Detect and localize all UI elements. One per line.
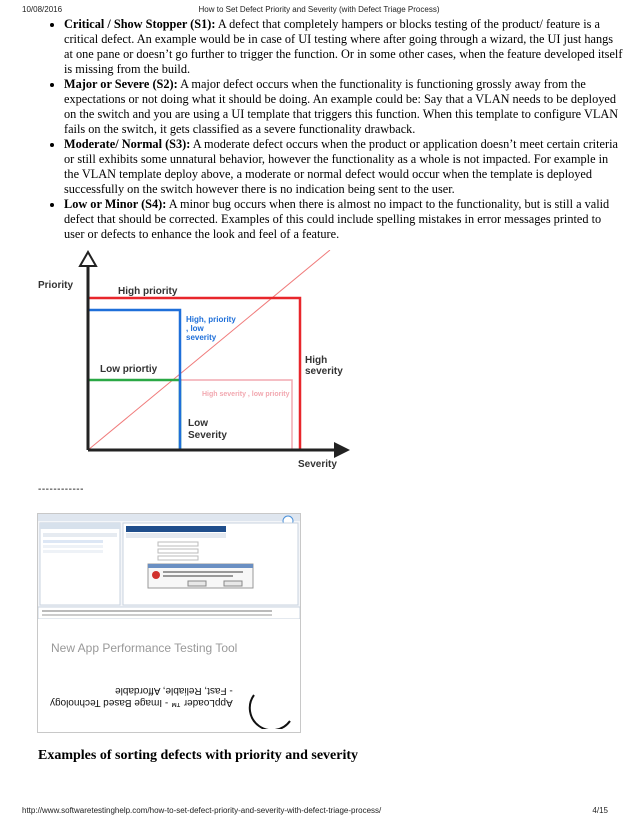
header-date: 10/08/2016 bbox=[22, 5, 63, 14]
list-item-moderate bbox=[64, 137, 624, 197]
low-priority-box bbox=[88, 380, 180, 450]
ad-flipped-text bbox=[50, 684, 233, 708]
x-axis-label: Severity bbox=[298, 459, 337, 470]
item-label: Low or Minor (S4): bbox=[64, 197, 167, 211]
item-text: A major defect occurs when the functionality is functioning grossly away from the expectations or not doing what it should be doing. An example could be: Say that a VLAN needs to be deployed on the switch and you are using a UI template that triggers this function. When this template to configure VLAN fails on the switch, it gets classified as a severe functionality drawback. bbox=[64, 77, 619, 136]
hp-ls-label-3: severity bbox=[186, 333, 217, 342]
footer-url[interactable]: http://www.softwaretestinghelp.com/how-to-set-defect-priority-and-severity-with-defect-triage-process/ bbox=[22, 806, 382, 815]
advertisement[interactable] bbox=[37, 513, 301, 733]
item-text: A defect that completely hampers or blocks testing of the product/ feature is a critical defect. An example would be in case of UI testing where after going through a wizard, the UI just hangs at one pane or doesn’t go further to trigger the function. Or in some other cases, when the feature developed itself is missing from the build. bbox=[64, 17, 623, 76]
hp-ls-label-1: High, priority bbox=[186, 315, 236, 324]
low-priority-label: Low priortiy bbox=[100, 364, 158, 375]
y-axis-arrow bbox=[80, 252, 96, 266]
diagonal-line bbox=[88, 250, 330, 450]
app-screenshot-image bbox=[38, 514, 300, 619]
severity-list bbox=[38, 17, 624, 242]
x-axis-arrow bbox=[334, 442, 350, 458]
high-severity-label-2: severity bbox=[305, 366, 343, 377]
section-heading: Examples of sorting defects with priority and severity bbox=[38, 748, 359, 763]
list-item-critical bbox=[64, 17, 624, 77]
item-label: Moderate/ Normal (S3): bbox=[64, 137, 191, 151]
high-severity-label-1: High bbox=[305, 355, 328, 366]
item-label: Major or Severe (S2): bbox=[64, 77, 178, 91]
low-severity-label-2: Severity bbox=[188, 430, 227, 441]
separator: ------------ bbox=[38, 484, 84, 495]
high-priority-label: High priority bbox=[118, 286, 178, 297]
header-title: How to Set Defect Priority and Severity (with Defect Triage Process) bbox=[198, 5, 440, 14]
ad-flipped-line-1: AppLoader ™ - Image Based Technology bbox=[50, 697, 233, 708]
list-item-major bbox=[64, 77, 624, 137]
priority-severity-diagram bbox=[30, 250, 360, 475]
hs-lp-label: High severity , low priority bbox=[202, 391, 290, 398]
list-item-minor bbox=[64, 197, 624, 242]
ad-title: New App Performance Testing Tool bbox=[51, 641, 238, 655]
item-text: A moderate defect occurs when the product or application doesn’t meet certain criteria or still exhibits some unnatural behavior, however the functionality as a whole is not impacted. For example in the VLAN template deploy above, a moderate or normal defect would occur when the template is deployed successfully on the switch however there is no indication being sent to the user. bbox=[64, 137, 618, 196]
hp-ls-label-2: , low bbox=[186, 324, 204, 333]
item-label: Critical / Show Stopper (S1): bbox=[64, 17, 216, 31]
page-number: 4/15 bbox=[592, 806, 608, 815]
ad-flipped-line-2: - Fast, Reliable, Affordable bbox=[115, 685, 233, 696]
item-text: A minor bug occurs when there is almost no impact to the functionality, but is still a valid defect that should be corrected. Examples of this could include spelling mistakes in error messages printed to user or defects to enhance the look and feel of a feature. bbox=[64, 197, 610, 241]
low-severity-label-1: Low bbox=[188, 418, 208, 429]
y-axis-label: Priority bbox=[38, 280, 74, 291]
logo-arc-icon bbox=[246, 677, 298, 729]
